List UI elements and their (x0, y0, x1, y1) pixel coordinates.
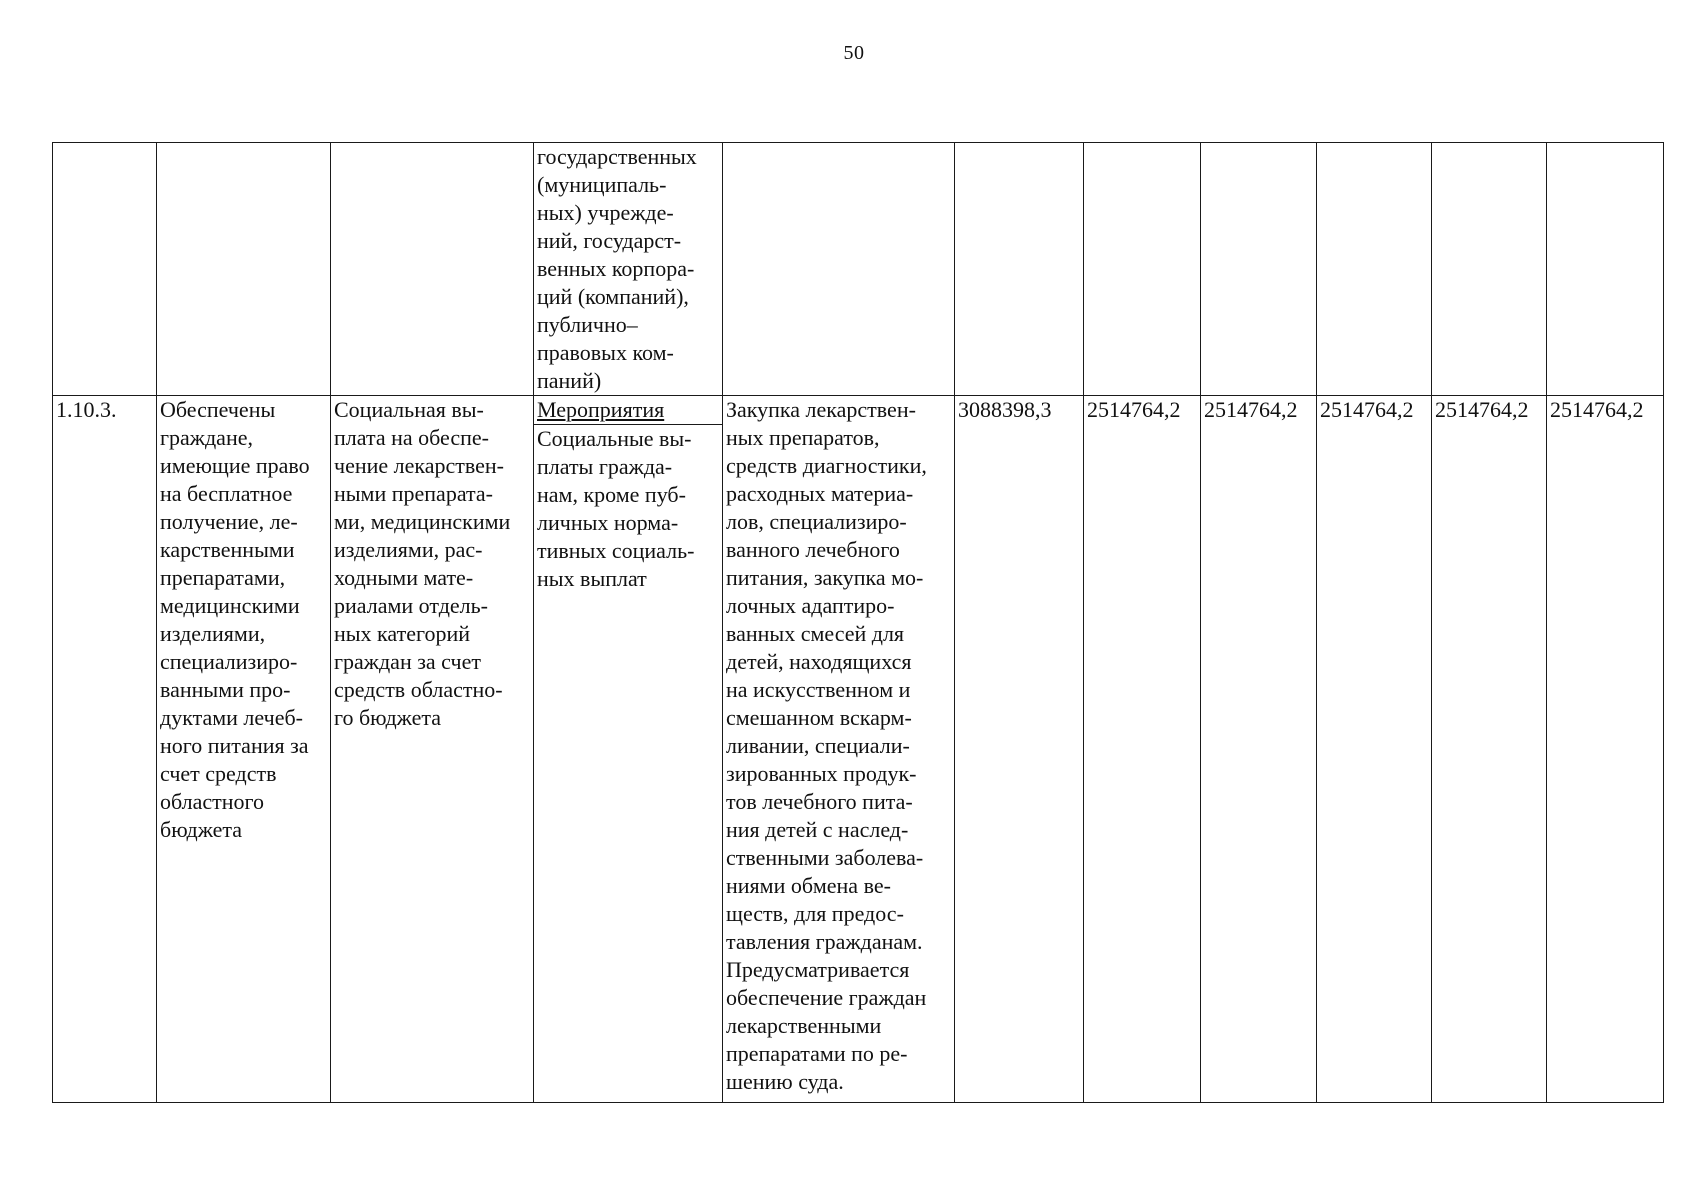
cell-value-year-1: 3088398,3 (955, 396, 1084, 1103)
text-line: ливании, специали- (726, 733, 910, 758)
text-line: лочных адаптиро- (726, 593, 895, 618)
text-line: Предусматривается (726, 957, 910, 982)
text-line: на бесплатное (160, 481, 293, 506)
text-line: лекарственными (726, 1013, 882, 1038)
text-line: питания, закупка мо- (726, 565, 924, 590)
text-line: венных корпора- (537, 256, 695, 281)
text-line: изделиями, рас- (334, 537, 483, 562)
text-line: Обеспечены (160, 397, 276, 422)
cell-value-empty (955, 143, 1084, 396)
text-line: детей, находящихся (726, 649, 912, 674)
table-row-1-10-3 (53, 396, 1664, 1103)
text-line: ций (компаний), (537, 284, 689, 309)
cell-result (157, 396, 331, 1103)
cell-code (53, 396, 157, 1103)
text-line: правовых ком- (537, 340, 674, 365)
cell-result-empty (157, 143, 331, 396)
cell-description (723, 396, 955, 1103)
text-line: ществ, для предос- (726, 901, 904, 926)
text-line: ми, медицинскими (334, 509, 511, 534)
type-header: Мероприятия (534, 396, 722, 425)
cell-description-empty (723, 143, 955, 396)
text-line: риалами отдель- (334, 593, 488, 618)
text-line: медицинскими (160, 593, 300, 618)
text-line: платы гражда- (537, 454, 673, 479)
text-line: областного (160, 789, 265, 814)
text-line: нам, кроме пуб- (537, 482, 686, 507)
text-line: го бюджета (334, 705, 442, 730)
cell-type (534, 396, 723, 1103)
cell-value-year-2: 2514764,2 (1084, 396, 1201, 1103)
text-line: счет средств (160, 761, 277, 786)
text-line: ными препарата- (334, 481, 493, 506)
text-line: ного питания за (160, 733, 309, 758)
text-line: обеспечение граждан (726, 985, 927, 1010)
text-line: ванными про- (160, 677, 291, 702)
text-line: паний) (537, 368, 602, 393)
text-line: ственными заболева- (726, 845, 924, 870)
text-line: ний, государст- (537, 228, 682, 253)
cell-continuation-text (534, 143, 723, 396)
text-line: ванного лечебного (726, 537, 900, 562)
text-line: лов, специализиро- (726, 509, 907, 534)
cell-value-empty (1084, 143, 1201, 396)
text-line: тов лечебного пита- (726, 789, 913, 814)
row-code: 1.10.3. (56, 397, 117, 422)
table-row-continuation (53, 143, 1664, 396)
cell-name-empty (331, 143, 534, 396)
cell-name (331, 396, 534, 1103)
text-line: тавления гражданам. (726, 929, 923, 954)
cell-value-empty (1547, 143, 1664, 396)
cell-value-year-5: 2514764,2 (1432, 396, 1547, 1103)
program-table (52, 142, 1664, 1103)
text-line: Закупка лекарствен- (726, 397, 916, 422)
cell-value-year-6: 2514764,2 (1547, 396, 1664, 1103)
text-line: чение лекарствен- (334, 453, 505, 478)
text-line: Социальные вы- (537, 426, 692, 451)
text-line: ниями обмена ве- (726, 873, 891, 898)
text-line: средств диагностики, (726, 453, 927, 478)
text-line: средств областно- (334, 677, 503, 702)
text-line: зированных продук- (726, 761, 917, 786)
text-line: граждане, (160, 425, 253, 450)
page-number: 50 (843, 42, 865, 64)
text-line: бюджета (160, 817, 243, 842)
cell-code-empty (53, 143, 157, 396)
text-line: смешанном вскарм- (726, 705, 912, 730)
text-line: плата на обеспе- (334, 425, 489, 450)
cell-value-empty (1201, 143, 1317, 396)
text-line: Социальная вы- (334, 397, 484, 422)
text-line: ходными мате- (334, 565, 474, 590)
text-line: публично– (537, 312, 638, 337)
cell-value-year-4: 2514764,2 (1317, 396, 1432, 1103)
text-line: получение, ле- (160, 509, 298, 534)
text-line: ных препаратов, (726, 425, 880, 450)
text-line: граждан за счет (334, 649, 481, 674)
cell-value-empty (1432, 143, 1547, 396)
text-line: ных) учрежде- (537, 200, 674, 225)
cell-value-year-3: 2514764,2 (1201, 396, 1317, 1103)
text-line: препаратами, (160, 565, 286, 590)
text-line: имеющие право (160, 453, 310, 478)
text-line: (муниципаль- (537, 172, 667, 197)
text-line: личных норма- (537, 510, 679, 535)
text-line: препаратами по ре- (726, 1041, 908, 1066)
text-line: ванных смесей для (726, 621, 905, 646)
text-line: ных выплат (537, 566, 647, 591)
text-line: государственных (537, 144, 697, 169)
text-line: тивных социаль- (537, 538, 695, 563)
text-line: карственными (160, 537, 295, 562)
text-line: ных категорий (334, 621, 471, 646)
text-line: дуктами лечеб- (160, 705, 303, 730)
text-line: на искусственном и (726, 677, 911, 702)
text-line: специализиро- (160, 649, 298, 674)
text-line: расходных материа- (726, 481, 914, 506)
text-line: ния детей с наслед- (726, 817, 909, 842)
cell-value-empty (1317, 143, 1432, 396)
text-line: изделиями, (160, 621, 266, 646)
text-line: шению суда. (726, 1069, 844, 1094)
